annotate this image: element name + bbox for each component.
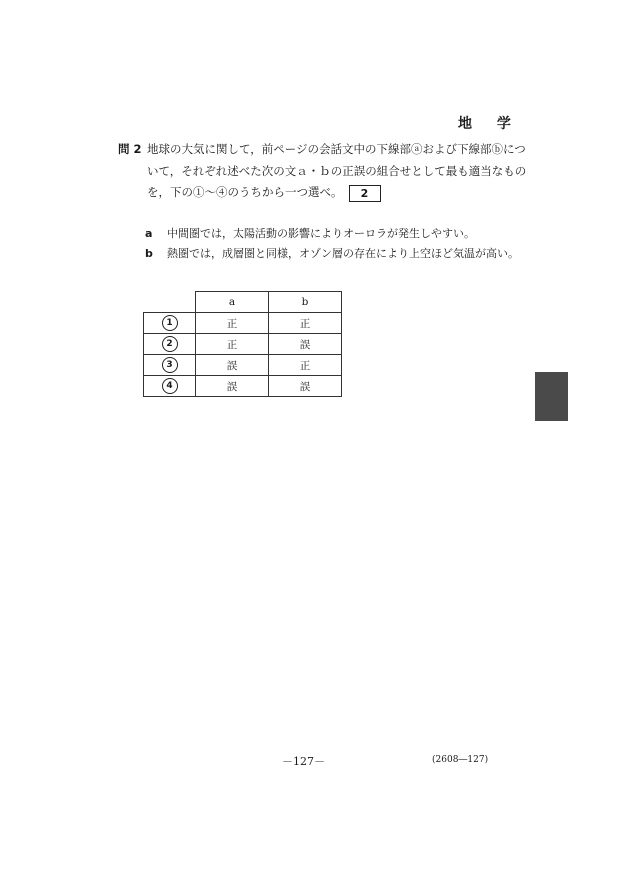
subject-heading: 地 学 xyxy=(458,116,521,132)
statement-a xyxy=(145,227,475,241)
page-code: (2608―127) xyxy=(432,755,489,765)
statement-a-text: 中間圏では，太陽活動の影響によりオーロラが発生しやすい。 xyxy=(167,227,475,240)
table-row[interactable] xyxy=(144,376,342,397)
cell-b: 誤 xyxy=(269,376,342,397)
table-header-b: b xyxy=(269,292,342,313)
cell-a: 正 xyxy=(196,313,269,334)
choice-number: 3 xyxy=(162,357,178,373)
table-row[interactable] xyxy=(144,355,342,376)
table-header-a: a xyxy=(196,292,269,313)
page-number: －127－ xyxy=(282,755,325,768)
cell-b: 誤 xyxy=(269,334,342,355)
question-text-line-3: を，下の①～④のうちから一つ選べ。 xyxy=(147,185,343,199)
question-text-line-3-container xyxy=(147,184,381,202)
choice-number: 2 xyxy=(162,336,178,352)
question-text-line-1: 地球の大気に関して，前ページの会話文中の下線部ⓐおよび下線部ⓑにつ xyxy=(147,142,526,156)
choices-table xyxy=(143,291,342,397)
choice-cell[interactable] xyxy=(144,355,196,376)
question-text-line-2: いて，それぞれ述べた次の文ａ・ｂの正誤の組合せとして最も適当なもの xyxy=(147,164,527,178)
statement-b-text: 熱圏では，成層圏と同様，オゾン層の存在により上空ほど気温が高い。 xyxy=(167,247,519,260)
cell-a: 正 xyxy=(196,334,269,355)
cell-b: 正 xyxy=(269,355,342,376)
statement-b xyxy=(145,247,519,261)
table-row[interactable] xyxy=(144,313,342,334)
table-header-row xyxy=(144,292,342,313)
statement-a-mark: a xyxy=(145,227,153,240)
choice-number: 1 xyxy=(162,315,178,331)
choice-cell[interactable] xyxy=(144,334,196,355)
answer-box[interactable]: 2 xyxy=(349,185,381,202)
table-header-blank xyxy=(144,292,196,313)
cell-a: 誤 xyxy=(196,355,269,376)
side-index-tab xyxy=(535,372,568,421)
cell-b: 正 xyxy=(269,313,342,334)
table-row[interactable] xyxy=(144,334,342,355)
statement-b-mark: b xyxy=(145,247,153,260)
cell-a: 誤 xyxy=(196,376,269,397)
question-number: 問 2 xyxy=(118,142,142,156)
choice-cell[interactable] xyxy=(144,313,196,334)
choice-number: 4 xyxy=(162,378,178,394)
choice-cell[interactable] xyxy=(144,376,196,397)
